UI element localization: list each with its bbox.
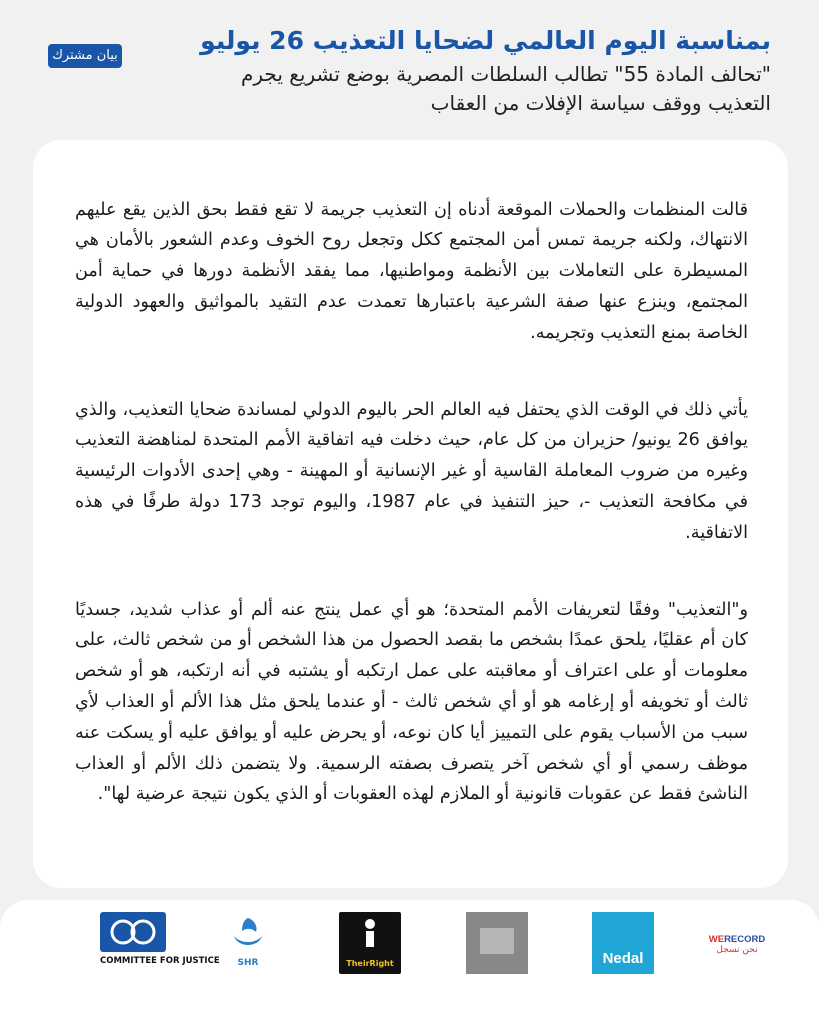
shr-dove-icon: [228, 914, 268, 952]
shr-logo: [228, 914, 268, 966]
human-rights-emblem-icon: [480, 928, 514, 954]
nedal-logo: [592, 912, 654, 974]
partner-logos-bar: [0, 900, 819, 1024]
page-title: بمناسبة اليوم العالمي لضحايا التعذيب 26 يوليو: [200, 26, 771, 55]
joint-statement-badge: بيان مشترك: [48, 44, 122, 68]
we-record-logo: [704, 934, 770, 955]
committee-for-justice-logo: [100, 912, 220, 966]
cfj-mark-icon: [100, 912, 166, 952]
header: [0, 0, 819, 140]
we-record-arabic-text: نحن نسجل: [716, 945, 758, 955]
paragraph-3: و"التعذيب" وفقًا لتعريفات الأمم المتحدة؛ هو أي عمل ينتج عنه ألم أو عذاب شديد، جسديًا كان أم عقليًا، يلحق عمدًا بشخص ما بقصد الحصول من هذا الشخص أو من شخص ثالث، على معلومات أو على اعتراف أو معاقبته على عمل ارتكبه أو يشتبه في أنه ارتكبه، هو أو شخص ثالث أو تخويفه أو إرغامه هو أو أي شخص ثالث - أو عندما يلحق مثل هذا الألم أو العذاب لأي سبب من الأسباب يقوم على التمييز أيا كان نوعه، أو يحرض عليه أو يوافق عليه أو يسكت عنه موظف رسمي أو أي شخص آخر يتصرف بصفته الرسمية. ولا يتضمن ذلك الألم أو العذاب الناشئ فقط عن عقوبات قانونية أو الملازم لهذه العقوبات أو الذي يكون نتيجة عرضية لها".: [75, 599, 748, 805]
we-record-logo-text: [704, 934, 770, 945]
statement-card: [33, 140, 788, 888]
cfj-logo-text: COMMITTEE FOR JUSTICE: [100, 956, 220, 966]
paragraph-2: يأتي ذلك في الوقت الذي يحتفل فيه العالم الحر باليوم الدولي لمساندة ضحايا التعذيب، والذي يوافق 26 يونيو/ حزيران من كل عام، حيث دخلت فيه اتفاقية الأمم المتحدة لمناهضة التعذيب وغيره من ضروب المعاملة القاسية أو غير الإنسانية أو المهينة - وهي إحدى الأدوات الرئيسية في مكافحة التعذيب -، حيز التنفيذ في عام 1987، واليوم توجد 173 دولة طرفًا في هذه الاتفاقية.: [75, 399, 748, 543]
their-right-figure-icon: [339, 912, 401, 952]
human-rights-org-logo: [466, 912, 528, 974]
their-right-logo-text: TheirRight: [346, 959, 394, 968]
page-subtitle: "تحالف المادة 55" تطالب السلطات المصرية بوضع تشريع يجرم التعذيب ووقف سياسة الإفلات من العقاب: [241, 62, 771, 115]
nedal-logo-text: Nedal: [602, 950, 644, 967]
we-record-record: RECORD: [724, 934, 766, 945]
their-right-logo: [339, 912, 401, 974]
shr-logo-text: SHR: [237, 958, 259, 968]
we-record-we: WE: [708, 934, 725, 945]
paragraph-1: قالت المنظمات والحملات الموقعة أدناه إن التعذيب جريمة لا تقع فقط بحق الذين يقع عليهم الانتهاك، ولكنه جريمة تمس أمن المجتمع ككل وتجعل روح الخوف وعدم الشعور بالأمان هي المسيطرة على التعاملات بين الأنظمة ومواطنيها، مما يفقد الأنظمة دورها في حماية أمن المجتمع، وينزع عنها صفة الشرعية باعتبارها تعمدت عدم التقيد بالمواثيق والعهود الدولية الخاصة بمنع التعذيب وتجريمه.: [75, 199, 748, 343]
